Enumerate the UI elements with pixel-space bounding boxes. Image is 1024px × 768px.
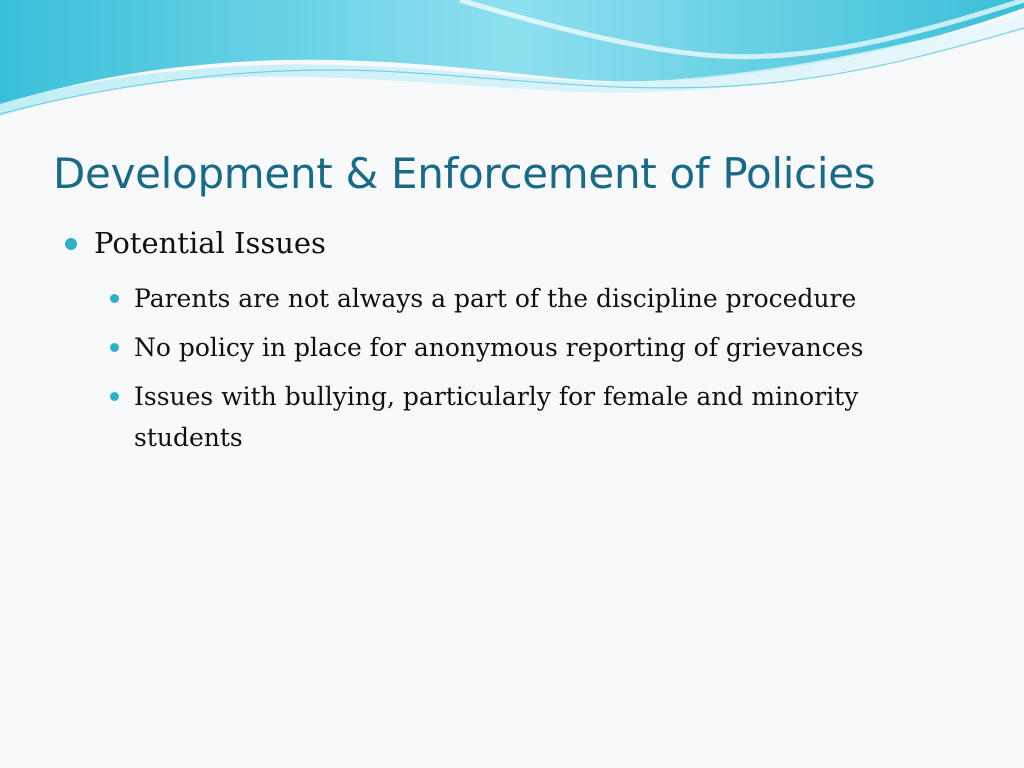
bullet-dot-icon bbox=[110, 392, 119, 401]
sub-bullet-list bbox=[62, 278, 982, 458]
bullet-item-potential-issues bbox=[62, 222, 982, 264]
bullet-dot-icon bbox=[110, 343, 119, 352]
sub-bullet-item bbox=[62, 278, 874, 319]
sub-bullet-text: Parents are not always a part of the discipline procedure bbox=[134, 284, 857, 313]
sub-bullet-item bbox=[62, 376, 874, 458]
wave-header-decoration bbox=[0, 0, 1024, 130]
slide-title: Development & Enforcement of Policies bbox=[53, 149, 876, 198]
sub-bullet-text: No policy in place for anonymous reporting of grievances bbox=[134, 333, 864, 362]
bullet-list bbox=[62, 222, 982, 466]
bullet-dot-icon bbox=[110, 294, 119, 303]
bullet-text: Potential Issues bbox=[94, 226, 326, 260]
sub-bullet-item bbox=[62, 327, 874, 368]
sub-bullet-text: Issues with bullying, particularly for female and minority students bbox=[134, 382, 859, 452]
bullet-dot-icon bbox=[65, 238, 77, 250]
